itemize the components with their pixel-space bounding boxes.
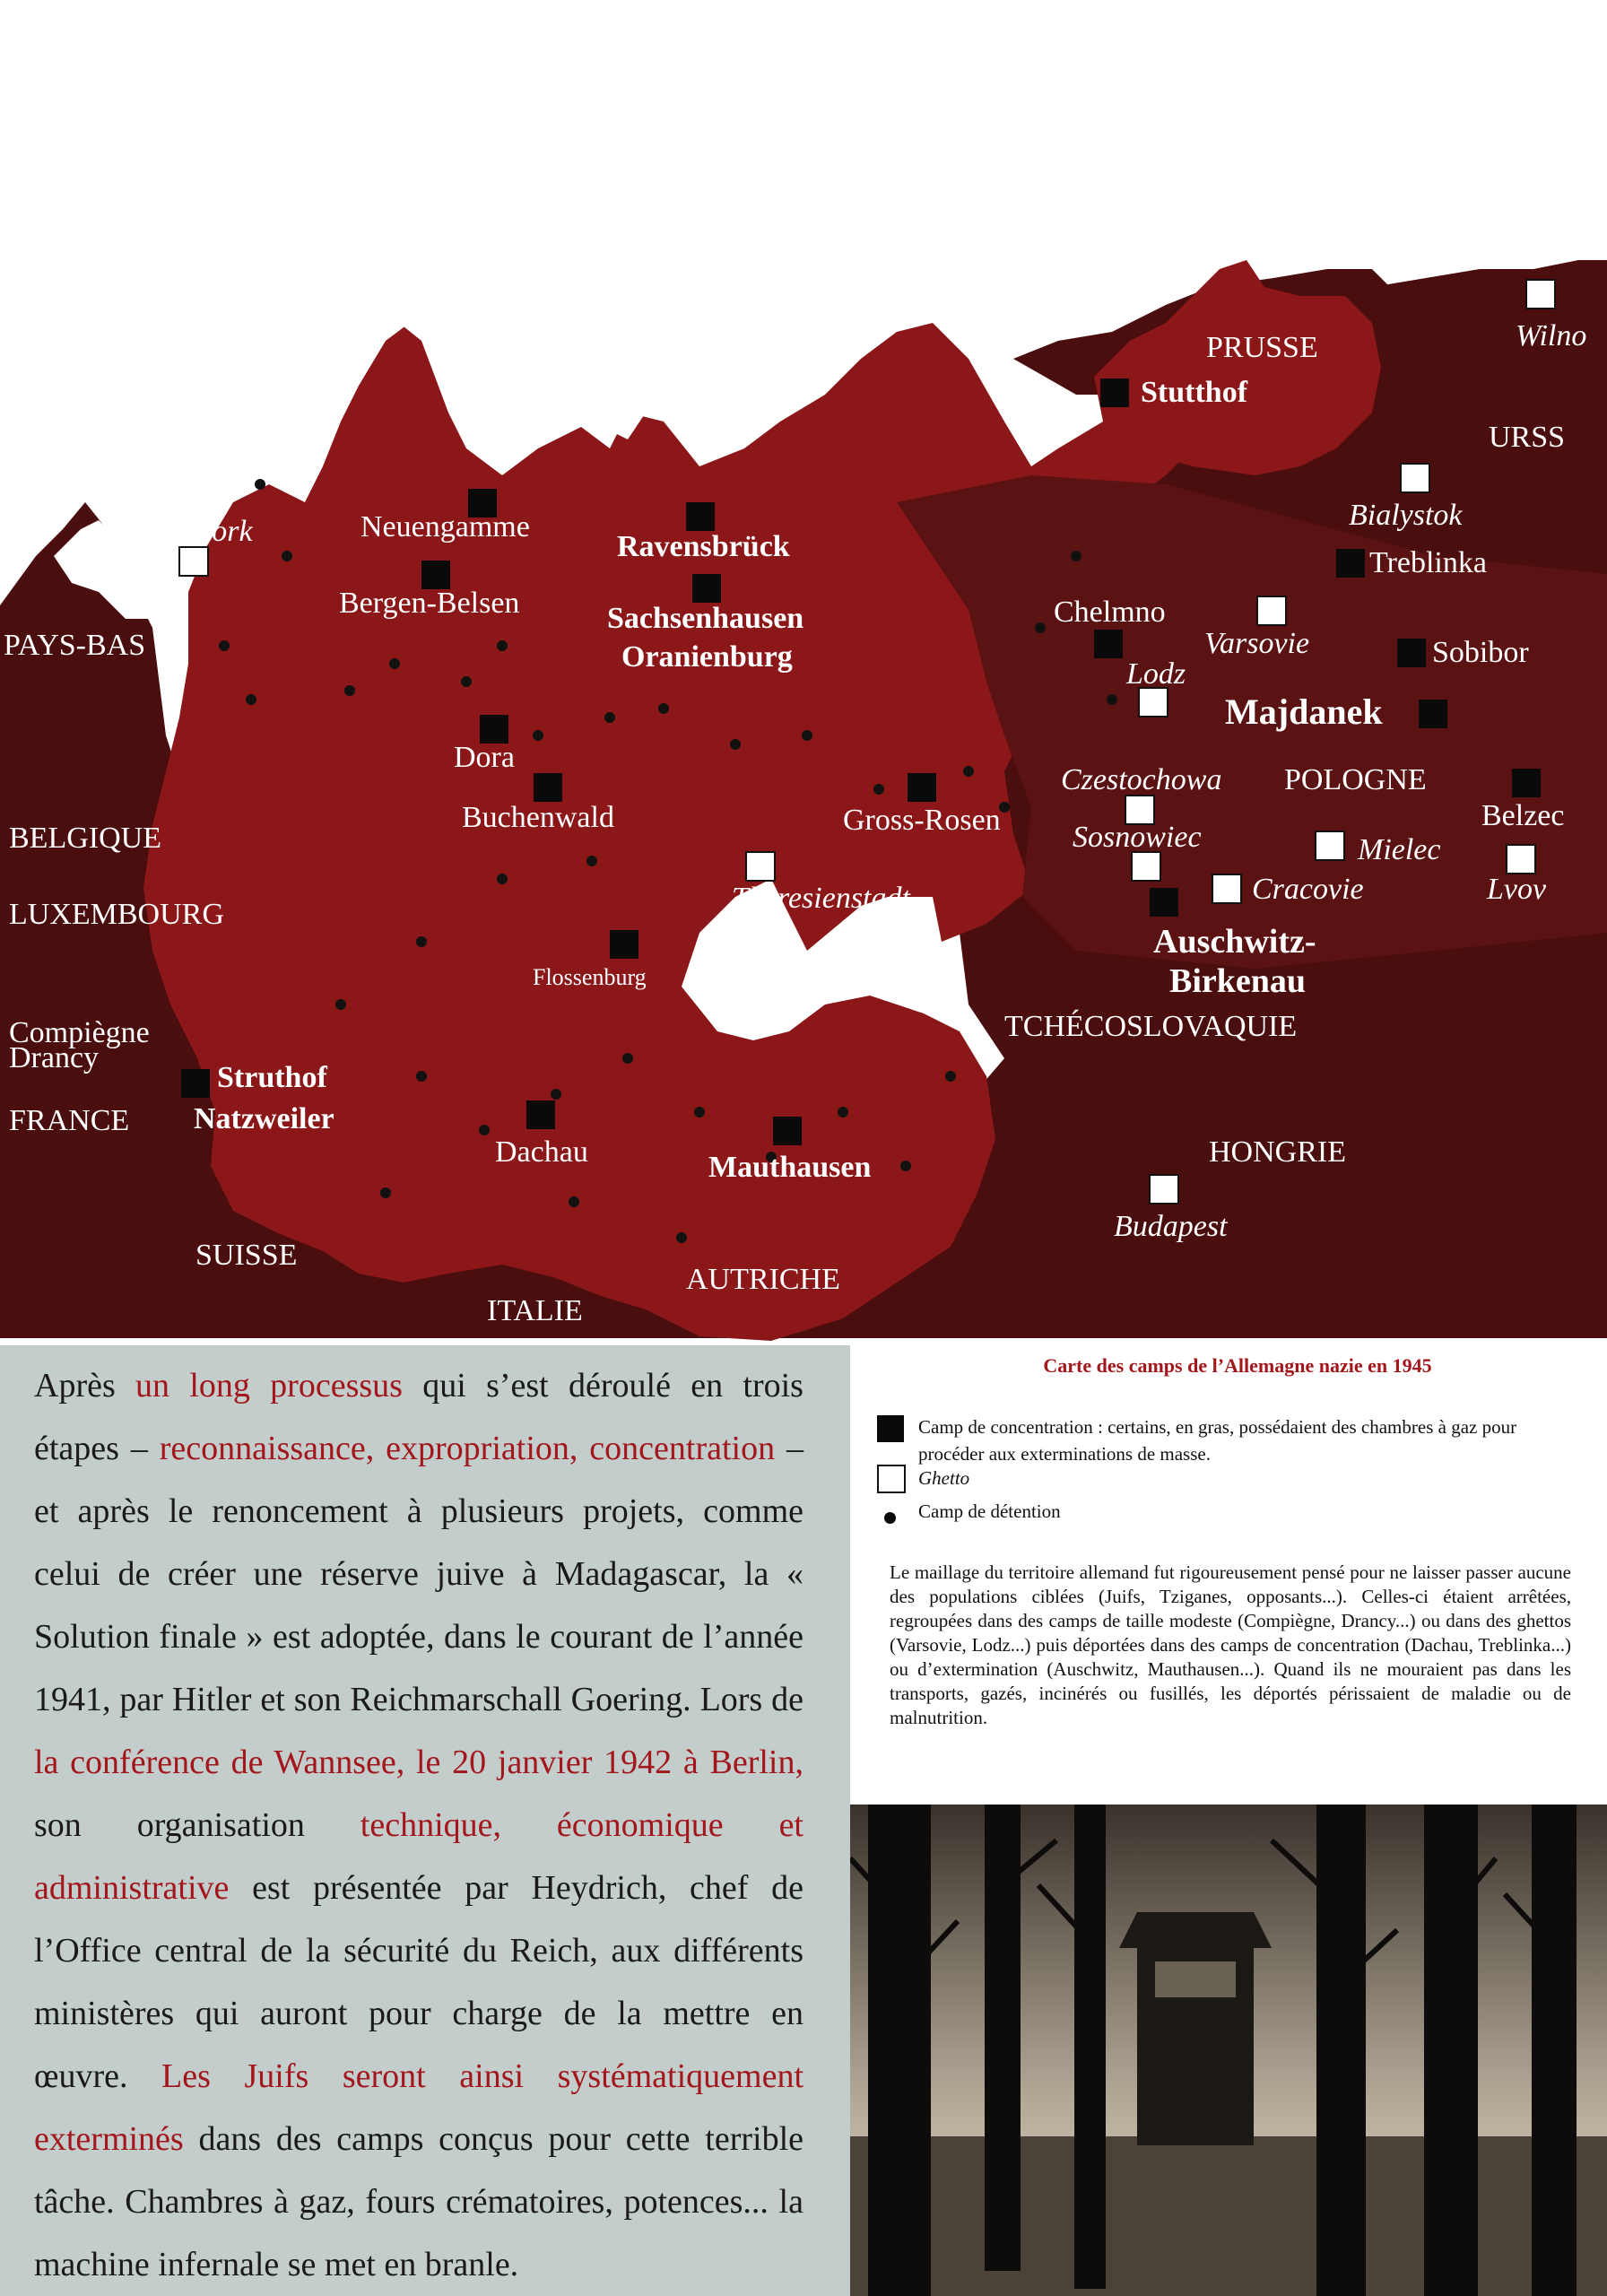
detention-camp (344, 685, 355, 696)
camp-label: Oranienburg (621, 640, 793, 674)
detention-camp (282, 551, 292, 561)
detention-camp (380, 1187, 391, 1198)
legend-concentration-text: Camp de concentration : certains, en gras, possédaient des chambres à gaz pour procéder aux exterminations de masse. (918, 1416, 1517, 1465)
map-description: Le maillage du territoire allemand fut rigoureusement pensé pour ne laisser passer aucune des populations ciblées (Juifs, Tziganes, opposants...). Celles-ci étaient arrêtées, regroupées dans des camps de taille modeste (Compiègne, Drancy...) ou dans des ghettos (Varsovie, Lodz...) puis déportées dans des camps de concentration (Dachau, Treblinka...) ou d’extermination (Auschwitz, Mauthausen...). Quand ils ne mouraient pas dans les transports, gazés, incinérés ou fusillés, les déportés périssaient de maladie ou de malnutrition. (890, 1561, 1571, 1728)
legend-detention-text: Camp de détention (918, 1500, 1061, 1522)
detention-camp (838, 1107, 848, 1118)
detention-camp (416, 1071, 427, 1082)
camp-label: Dachau (495, 1135, 588, 1169)
camp-label: Neuengamme (360, 510, 530, 544)
highlight: la conférence de Wannsee, le 20 janvier 1942 à Berlin, (34, 1744, 804, 1781)
region-label: LUXEMBOURG (9, 898, 224, 931)
ghetto-marker (1526, 280, 1555, 309)
detention-camp (461, 676, 472, 687)
detention-camp (802, 730, 812, 741)
camp-marker (421, 561, 450, 589)
region-label: PRUSSE (1206, 331, 1318, 364)
detention-camp (1071, 551, 1081, 561)
camp-label: Bialystok (1349, 499, 1463, 532)
camp-marker (692, 574, 721, 603)
region-label: URSS (1489, 421, 1566, 454)
camp-label: Drancy (9, 1041, 100, 1074)
camp-label: Varsovie (1204, 627, 1310, 660)
region-label: TCHÉCOSLOVAQUIE (1004, 1010, 1298, 1043)
camp-label: Czestochowa (1061, 763, 1222, 796)
ghetto-marker (179, 547, 208, 576)
highlight: Les Juifs seront ainsi systématiquement exterminés (34, 2057, 804, 2158)
highlight: un long processus (135, 1367, 403, 1405)
camp-marker (1512, 769, 1541, 797)
camp-label: Mielec (1358, 833, 1441, 866)
detention-camp (255, 479, 265, 490)
camp-marker (1336, 549, 1365, 578)
detention-camp (389, 658, 400, 669)
forest-watchtower-illustration (850, 1805, 1607, 2296)
camp-label: Sachsenhausen (607, 602, 804, 635)
camp-label: Dora (454, 741, 515, 774)
ghetto-marker (1257, 596, 1286, 625)
camp-marker (1397, 639, 1426, 667)
white-square-icon (877, 1465, 906, 1493)
detention-camp (1035, 622, 1046, 633)
ghetto-marker (1132, 852, 1160, 881)
ghetto-marker (1212, 874, 1241, 903)
camp-marker (610, 930, 638, 959)
camp-label: Chelmno (1054, 596, 1166, 629)
region-label: ITALIE (487, 1294, 583, 1327)
camp-label: Compiègne (9, 1016, 150, 1049)
ghetto-marker (1150, 1175, 1178, 1204)
camp-label: Belzec (1481, 799, 1565, 832)
detention-camp (999, 802, 1010, 813)
ghetto-marker (1316, 831, 1344, 860)
legend-title: Carte des camps de l’Allemagne nazie en 1945 (1043, 1354, 1432, 1377)
detention-camp (963, 766, 974, 777)
detention-camp (586, 856, 597, 866)
region-label: FRANCE (9, 1104, 130, 1137)
camp-label: Flossenburg (533, 964, 647, 990)
camp-label: Buchenwald (462, 801, 614, 834)
ghetto-marker (1139, 688, 1168, 717)
watchtower-photo (850, 1805, 1607, 2296)
camp-marker (1100, 378, 1129, 407)
camp-marker (181, 1069, 210, 1098)
intro-text: Après un long processus qui s’est déroulé en trois étapes – reconnaissance, expropriation, concentration – et après le renoncement à plusieurs projets, comme celui de créer une réserve juive à Madagascar, la « Solution finale » est adoptée, dans le courant de l’année 1941, par Hitler et son Reichmarschall Goering. Lors de la conférence de Wannsee, le 20 janvier 1942 à Berlin, son organisation technique, économique et administrative est présentée par Heydrich, chef de l’Office central de la sécurité du Reich, aux différents ministères qui auront pour charge de la mettre en œuvre. Les Juifs seront ainsi systématiquement exterminés dans des camps conçus pour cette terrible tâche. Chambres à gaz, fours crématoires, potences... la machine infernale se met en branle. (34, 1367, 804, 2283)
highlight: technique, économique et administrative (34, 1806, 804, 1907)
detention-camp (658, 703, 669, 714)
detention-camp (219, 640, 230, 651)
region-label: AUTRICHE (686, 1263, 840, 1296)
camp-marker (773, 1117, 802, 1145)
detention-camp (900, 1161, 911, 1171)
detention-camp (730, 739, 741, 750)
camp-label: Budapest (1114, 1210, 1228, 1243)
camp-label: Mauthausen (708, 1151, 872, 1184)
camp-marker (1150, 888, 1178, 917)
camp-label: Lodz (1126, 657, 1186, 691)
detention-camp (497, 640, 508, 651)
camp-marker (686, 502, 715, 531)
camp-marker (534, 773, 562, 802)
detention-camp (533, 730, 543, 741)
dot-icon (884, 1512, 896, 1524)
camp-label: Cracovie (1252, 873, 1364, 906)
black-square-icon (877, 1415, 904, 1442)
camp-label: Sobibor (1432, 636, 1529, 669)
detention-camp (497, 874, 508, 884)
detention-camp (246, 694, 256, 705)
region-label: POLOGNE (1284, 763, 1427, 796)
detention-camp (873, 784, 884, 795)
camp-label: Gross-Rosen (843, 804, 1001, 837)
detention-camp (676, 1232, 687, 1243)
region-label: BELGIQUE (9, 822, 161, 855)
region-label: SUISSE (195, 1239, 298, 1272)
camp-label: Lvov (1487, 873, 1547, 906)
camp-label: Auschwitz- (1153, 923, 1316, 961)
ghetto-marker (746, 852, 775, 881)
detention-camp (479, 1125, 490, 1135)
region-label: PAYS-BAS (4, 629, 146, 662)
camp-marker (1094, 630, 1123, 658)
detention-camp (622, 1053, 633, 1064)
camp-label: Natzweiler (194, 1102, 334, 1135)
camp-label: Ravensbrück (617, 530, 790, 563)
camp-label: Wilno (1516, 319, 1587, 352)
detention-camp (335, 999, 346, 1010)
highlight: reconnaissance, expropriation, concentration (159, 1430, 776, 1467)
camp-label: Treblinka (1369, 546, 1487, 579)
camp-label: Birkenau (1169, 962, 1307, 1000)
camp-label: Theresienstadt (732, 882, 910, 915)
detention-camp (551, 1089, 561, 1100)
camp-marker (480, 715, 508, 744)
detention-camp (1107, 694, 1117, 705)
camp-marker (526, 1100, 555, 1129)
detention-camp (604, 712, 615, 723)
camp-label: Westerbork (115, 515, 253, 548)
detention-camp (945, 1071, 956, 1082)
camp-marker (1419, 700, 1447, 728)
camp-label: Sosnowiec (1073, 821, 1202, 854)
detention-camp (416, 936, 427, 947)
detention-camp (694, 1107, 705, 1118)
camp-label: Stutthof (1141, 376, 1248, 409)
camp-marker (908, 773, 936, 802)
region-label: HONGRIE (1209, 1135, 1346, 1169)
camp-label: Struthof (217, 1061, 327, 1094)
ghetto-marker (1507, 845, 1535, 874)
camp-label: Majdanek (1225, 691, 1383, 732)
ghetto-marker (1401, 464, 1429, 492)
camp-label: Bergen-Belsen (339, 587, 520, 620)
detention-camp (569, 1196, 579, 1207)
legend-ghetto-text: Ghetto (918, 1467, 970, 1489)
